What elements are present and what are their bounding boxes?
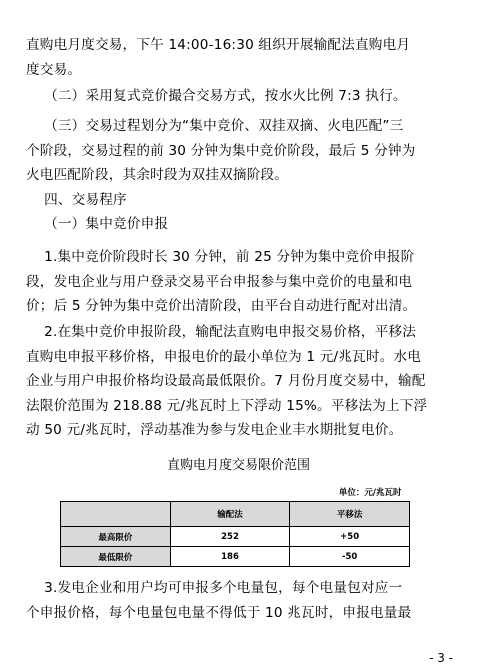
price-limit-table — [60, 483, 410, 567]
table-cell: 最高限价 — [61, 527, 171, 547]
table-cell: 252 — [170, 527, 290, 547]
table-header-cell: 输配法 — [170, 502, 290, 527]
paragraph-item-3: 3.发电企业和用户均可申报多个电量包，每个电量包对应一 个申报价格，每个电量包电量不得低于 10 兆瓦时，申报电量最 — [26, 580, 412, 621]
paragraph-method: （二）采用复式竞价撮合交易方式，按水火比例 7:3 执行。 — [26, 88, 407, 104]
table-row — [61, 547, 410, 567]
table-cell: 186 — [170, 547, 290, 567]
page-number: - 3 - — [429, 651, 453, 665]
table-row — [61, 527, 410, 547]
table-cell: +50 — [290, 527, 410, 547]
table-cell: 最低限价 — [61, 547, 171, 567]
paragraph-item-2: 2.在集中竞价申报阶段，输配法直购电申报交易价格，平移法 直购电申报平移价格，申报电价的最小单位为 1 元/兆瓦时。水电 企业与用户申报价格均设最高最低限价。7 月份月度交易中，输配 法限价范围为 218.88 元/兆瓦时上下浮动 15%。平移法为上下浮 动 50 元/兆瓦时，浮动基准为参与发电企业丰水期批复电价。 — [26, 324, 428, 438]
table-header-cell — [61, 502, 171, 527]
paragraph-stages: （三）交易过程划分为“集中竞价、双挂双摘、火电匹配”三 个阶段，交易过程的前 30 分钟为集中竞价阶段，最后 5 分钟为 火电匹配阶段，其余时段为双挂双摘阶段。 — [26, 118, 416, 183]
heading-bidding: （一）集中竞价申报 — [26, 216, 169, 232]
paragraph-item-1: 1.集中竞价阶段时长 30 分钟，前 25 分钟为集中竞价申报阶 段，发电企业与用户登录交易平台申报参与集中竞价的电量和电 价；后 5 分钟为集中竞价出清阶段，由平台自动进行配对出清。 — [26, 249, 417, 314]
table-caption: 直购电月度交易限价范围 — [166, 458, 310, 473]
table-cell: -50 — [290, 547, 410, 567]
paragraph-intro: 直购电月度交易，下午 14:00-16:30 组织开展输配法直购电月 度交易。 — [26, 37, 411, 78]
heading-procedure: 四、交易程序 — [26, 192, 127, 208]
table-header-cell: 平移法 — [290, 502, 410, 527]
table-unit: 单位：元/兆瓦时 — [338, 488, 402, 498]
